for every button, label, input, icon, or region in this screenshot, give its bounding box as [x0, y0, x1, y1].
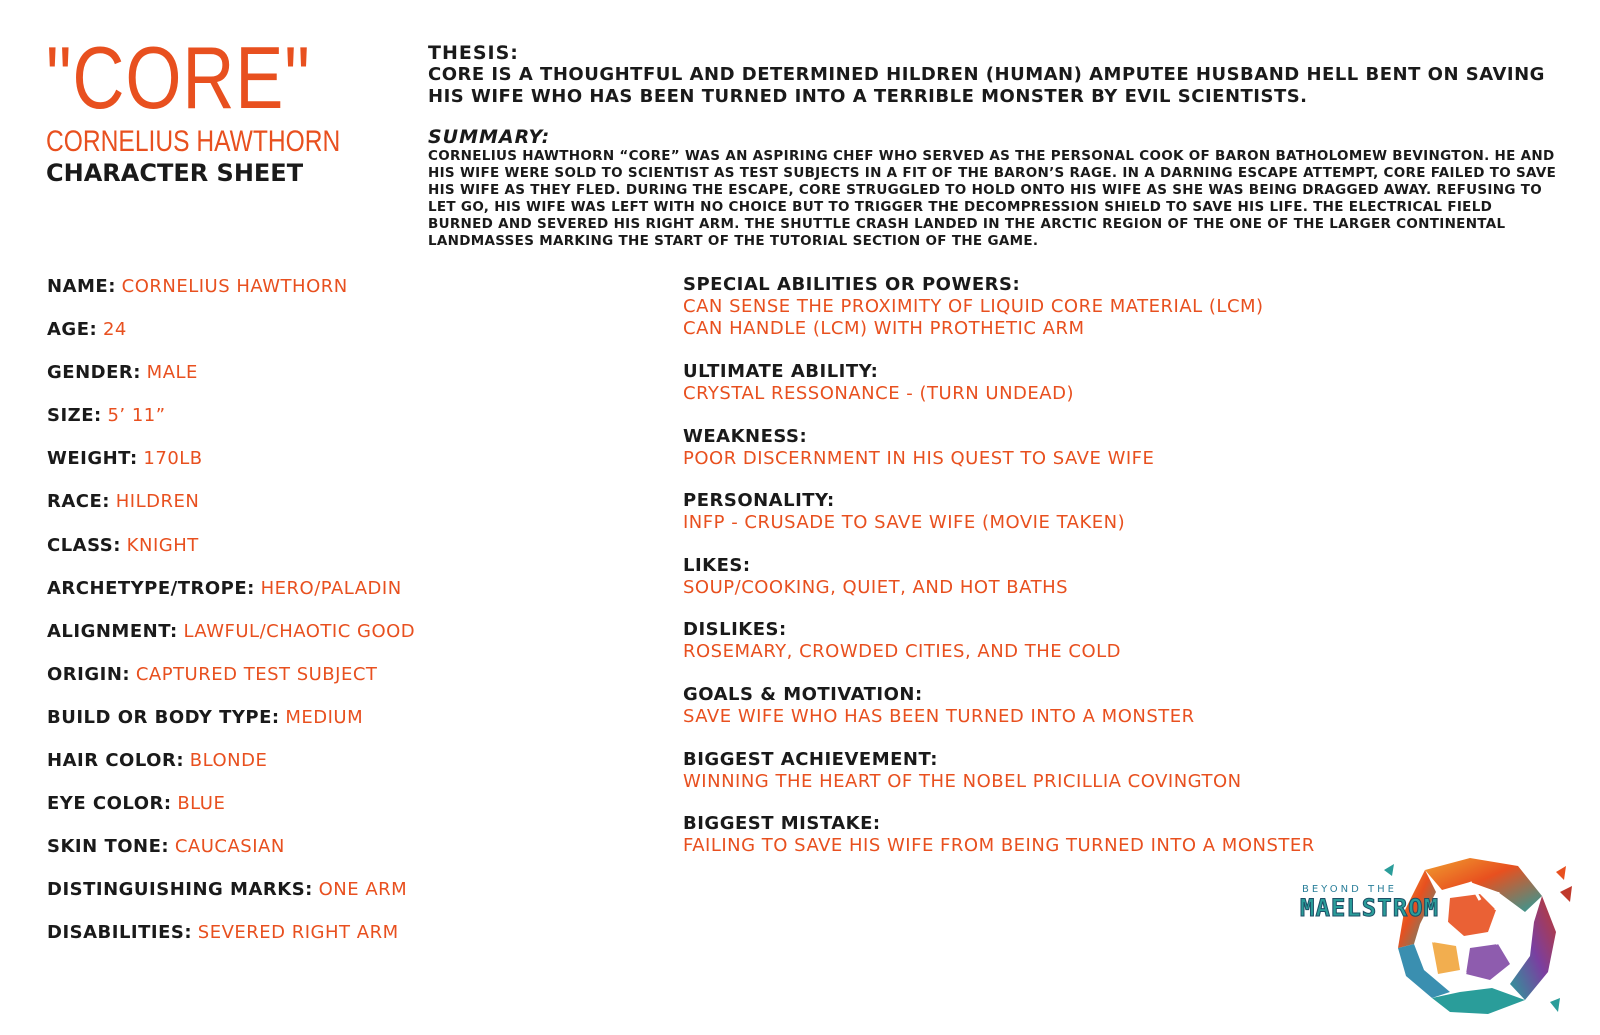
- attribute-row: [47, 748, 647, 791]
- attribute-row: [47, 360, 647, 403]
- logo-main-text: MAELSTROM: [1300, 894, 1440, 922]
- attribute-label: CLASS:: [47, 534, 121, 556]
- summary-heading: SUMMARY:: [428, 126, 551, 148]
- character-nickname: "CORE": [46, 28, 311, 127]
- trait-section: [683, 490, 1563, 555]
- attribute-row: [47, 877, 647, 920]
- trait-line: CAN SENSE THE PROXIMITY OF LIQUID CORE MATERIAL (LCM): [683, 296, 1264, 317]
- attribute-value: KNIGHT: [126, 534, 199, 556]
- trait-line: CRYSTAL RESSONANCE - (TURN UNDEAD): [683, 383, 1074, 404]
- attribute-label: ORIGIN:: [47, 663, 131, 685]
- title-block: [46, 30, 376, 188]
- trait-line: INFP - CRUSADE TO SAVE WIFE (MOVIE TAKEN): [683, 512, 1126, 534]
- trait-heading: BIGGEST ACHIEVEMENT:: [683, 748, 938, 770]
- trait-heading: BIGGEST MISTAKE:: [683, 813, 881, 835]
- trait-line: SOUP/COOKING, QUIET, AND HOT BATHS: [683, 576, 1069, 598]
- attribute-label: DISABILITIES:: [47, 922, 193, 944]
- attribute-label: ALIGNMENT:: [47, 620, 178, 642]
- attribute-row: [47, 920, 647, 963]
- attribute-label: HAIR COLOR:: [47, 750, 185, 772]
- trait-line: FAILING TO SAVE HIS WIFE FROM BEING TURNED INTO A MONSTER: [683, 835, 1315, 857]
- trait-heading: LIKES:: [683, 554, 751, 576]
- attribute-value: CAPTURED TEST SUBJECT: [135, 663, 378, 685]
- logo-top-text: BEYOND THE: [1302, 884, 1397, 895]
- attribute-row: [47, 533, 647, 576]
- trait-section: [683, 426, 1563, 491]
- attribute-value: CORNELIUS HAWTHORN: [121, 276, 348, 297]
- attribute-value: BLUE: [177, 793, 226, 815]
- thesis-section: [428, 42, 1558, 250]
- beyond-the-maelstrom-logo: [1300, 852, 1580, 1022]
- trait-heading: PERSONALITY:: [683, 490, 835, 512]
- attribute-value: HERO/PALADIN: [260, 577, 402, 599]
- traits-list: [683, 274, 1563, 878]
- trait-section: [683, 684, 1563, 749]
- trait-heading: SPECIAL ABILITIES OR POWERS:: [683, 274, 1021, 295]
- attribute-row: [47, 576, 647, 619]
- attribute-label: SIZE:: [47, 405, 102, 427]
- summary-text: CORNELIUS HAWTHORN “CORE” WAS AN ASPIRING CHEF WHO SERVED AS THE PERSONAL COOK OF BARON BATHOLOMEW BEVINGTON. HE AND HIS WIFE WERE SOLD TO SCIENTIST AS TEST SUBJECTS IN A FIT OF THE BARON’S RAGE. IN A DARNING ESCAPE ATTEMPT, CORE FAILED TO SAVE HIS WIFE AS THEY FLED. DURING THE ESCAPE, CORE STRUGGLED TO HOLD ONTO HIS WIFE AS SHE WAS BEING DRAGGED AWAY. REFUSING TO LET GO, HIS WIFE WAS LEFT WITH NO CHOICE BUT TO TRIGGER THE DECOMPRESSION SHIELD TO SAVE HIS LIFE. THE ELECTRICAL FIELD BURNED AND SEVERED HIS RIGHT ARM. THE SHUTTLE CRASH LANDED IN THE ARCTIC REGION OF THE ONE OF THE LARGER CONTINENTAL LANDMASSES MARKING THE START OF THE TUTORIAL SECTION OF THE GAME.: [428, 148, 1557, 249]
- trait-line: ROSEMARY, CROWDED CITIES, AND THE COLD: [683, 641, 1122, 663]
- attribute-row: [47, 317, 647, 360]
- attribute-label: WEIGHT:: [47, 448, 138, 470]
- trait-heading: WEAKNESS:: [683, 425, 808, 447]
- attribute-label: BUILD OR BODY TYPE:: [47, 706, 280, 728]
- trait-line: WINNING THE HEART OF THE NOBEL PRICILLIA COVINGTON: [683, 770, 1242, 792]
- trait-heading: GOALS & MOTIVATION:: [683, 683, 923, 705]
- trait-section: [683, 555, 1563, 620]
- attribute-row: [47, 446, 647, 489]
- attribute-label: GENDER:: [47, 362, 141, 384]
- thesis-text: CORE IS A THOUGHTFUL AND DETERMINED HILDREN (HUMAN) AMPUTEE HUSBAND HELL BENT ON SAVING HIS WIFE WHO HAS BEEN TURNED INTO A TERRIBLE MONSTER BY EVIL SCIENTISTS.: [428, 64, 1545, 107]
- trait-line: POOR DISCERNMENT IN HIS QUEST TO SAVE WIFE: [683, 447, 1155, 469]
- attribute-value: BLONDE: [189, 750, 268, 772]
- attribute-label: EYE COLOR:: [47, 793, 172, 815]
- trait-section: [683, 361, 1563, 426]
- attribute-label: NAME:: [47, 276, 116, 297]
- attribute-row: [47, 662, 647, 705]
- trait-section: [683, 619, 1563, 684]
- trait-section: [683, 749, 1563, 814]
- trait-section: [683, 274, 1563, 361]
- attribute-label: RACE:: [47, 491, 110, 513]
- attribute-row: [47, 834, 647, 877]
- attribute-row: [47, 489, 647, 532]
- attribute-row: [47, 403, 647, 446]
- attribute-value: SEVERED RIGHT ARM: [197, 922, 399, 944]
- attribute-label: SKIN TONE:: [47, 836, 170, 858]
- thesis-heading: THESIS:: [428, 42, 519, 64]
- sheet-label: CHARACTER SHEET: [46, 159, 304, 187]
- attribute-row: [47, 619, 647, 662]
- attribute-label: ARCHETYPE/TROPE:: [47, 577, 255, 599]
- attribute-row: [47, 705, 647, 748]
- character-full-name: CORNELIUS HAWTHORN: [46, 125, 341, 158]
- trait-line: SAVE WIFE WHO HAS BEEN TURNED INTO A MONSTER: [683, 705, 1195, 727]
- attribute-value: 170LB: [143, 448, 203, 470]
- attribute-label: AGE:: [47, 319, 98, 341]
- attribute-value: ONE ARM: [318, 879, 408, 901]
- attribute-label: DISTINGUISHING MARKS:: [47, 879, 313, 901]
- logo-shards-icon: [1384, 858, 1572, 1014]
- attribute-row: [47, 791, 647, 834]
- attribute-value: MEDIUM: [285, 706, 364, 728]
- trait-line: CAN HANDLE (LCM) WITH PROTHETIC ARM: [683, 318, 1085, 339]
- attribute-value: 24: [102, 319, 127, 341]
- attributes-list: [47, 274, 647, 964]
- attribute-value: HILDREN: [115, 491, 200, 513]
- attribute-value: CAUCASIAN: [174, 836, 285, 858]
- trait-heading: DISLIKES:: [683, 619, 787, 641]
- summary-section: [428, 126, 1558, 250]
- attribute-value: MALE: [146, 362, 198, 384]
- attribute-value: 5’ 11”: [107, 405, 166, 427]
- attribute-value: LAWFUL/CHAOTIC GOOD: [183, 620, 416, 642]
- trait-heading: ULTIMATE ABILITY:: [683, 361, 879, 382]
- attribute-row: [47, 274, 647, 317]
